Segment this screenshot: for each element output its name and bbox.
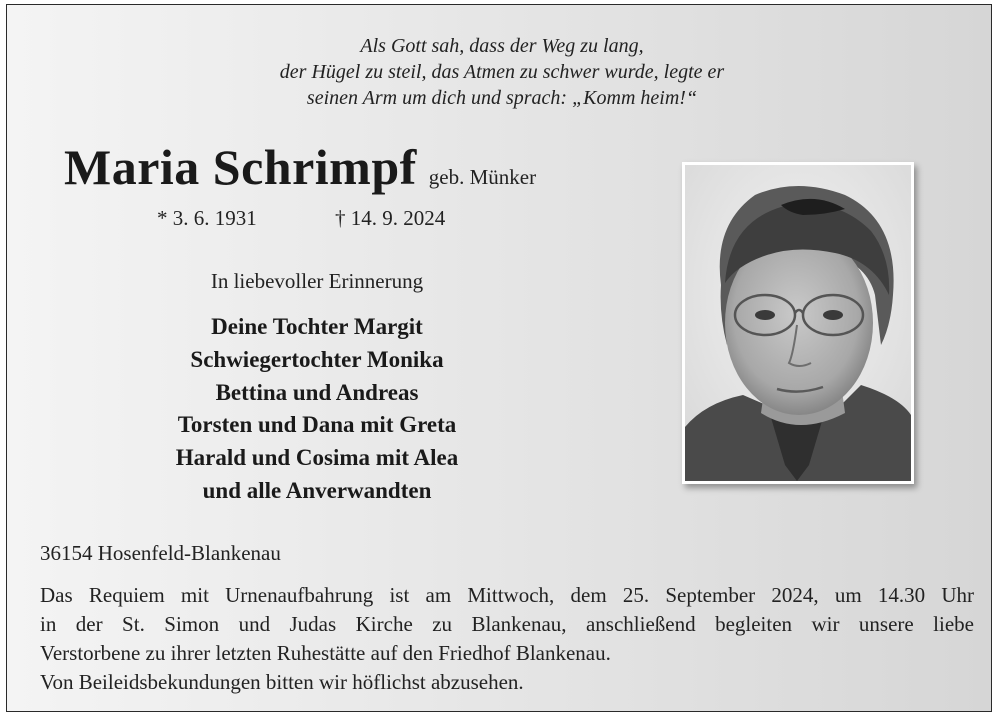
service-line: Von Beileidsbekundungen bitten wir höflichst abzusehen. bbox=[40, 670, 524, 694]
service-line: Verstorbene zu ihrer letzten Ruhestätte auf den Friedhof Blankenau. bbox=[40, 641, 611, 665]
mourner-line: Bettina und Andreas bbox=[215, 379, 419, 405]
service-line: Das Requiem mit Urnenaufbahrung ist am Mittwoch, dem 25. September 2024, um 14.30 Uhr bbox=[40, 583, 974, 607]
mourner-line: Harald und Cosima mit Alea bbox=[175, 445, 459, 471]
mourners-list bbox=[67, 311, 567, 508]
death-date: † 14. 9. 2024 bbox=[335, 206, 446, 230]
mourner-line: und alle Anverwandten bbox=[202, 477, 432, 503]
portrait-image bbox=[685, 165, 911, 481]
memory-line: In liebevoller Erinnerung bbox=[210, 269, 424, 293]
mourner-line: Torsten und Dana mit Greta bbox=[177, 412, 457, 438]
obituary-card bbox=[6, 4, 992, 712]
place-of-residence: 36154 Hosenfeld-Blankenau bbox=[40, 541, 281, 565]
mourner-line: Schwiegertochter Monika bbox=[190, 346, 444, 372]
quote-line: der Hügel zu steil, das Atmen zu schwer wurde, legte er bbox=[279, 61, 725, 83]
portrait-photo bbox=[682, 162, 914, 484]
deceased-name-row bbox=[64, 138, 536, 196]
mourner-line: Deine Tochter Margit bbox=[211, 314, 423, 339]
birth-date: * 3. 6. 1931 bbox=[157, 206, 257, 230]
maiden-name: geb. Münker bbox=[428, 165, 537, 189]
quote-line: Als Gott sah, dass der Weg zu lang, bbox=[360, 35, 644, 57]
memorial-quote bbox=[187, 33, 817, 111]
service-notice bbox=[40, 581, 974, 697]
deceased-name: Maria Schrimpf bbox=[64, 139, 417, 195]
quote-line: seinen Arm um dich und sprach: „Komm heim!“ bbox=[306, 87, 698, 109]
service-line: in der St. Simon und Judas Kirche zu Blankenau, anschließend begleiten wir unsere liebe bbox=[40, 612, 974, 636]
